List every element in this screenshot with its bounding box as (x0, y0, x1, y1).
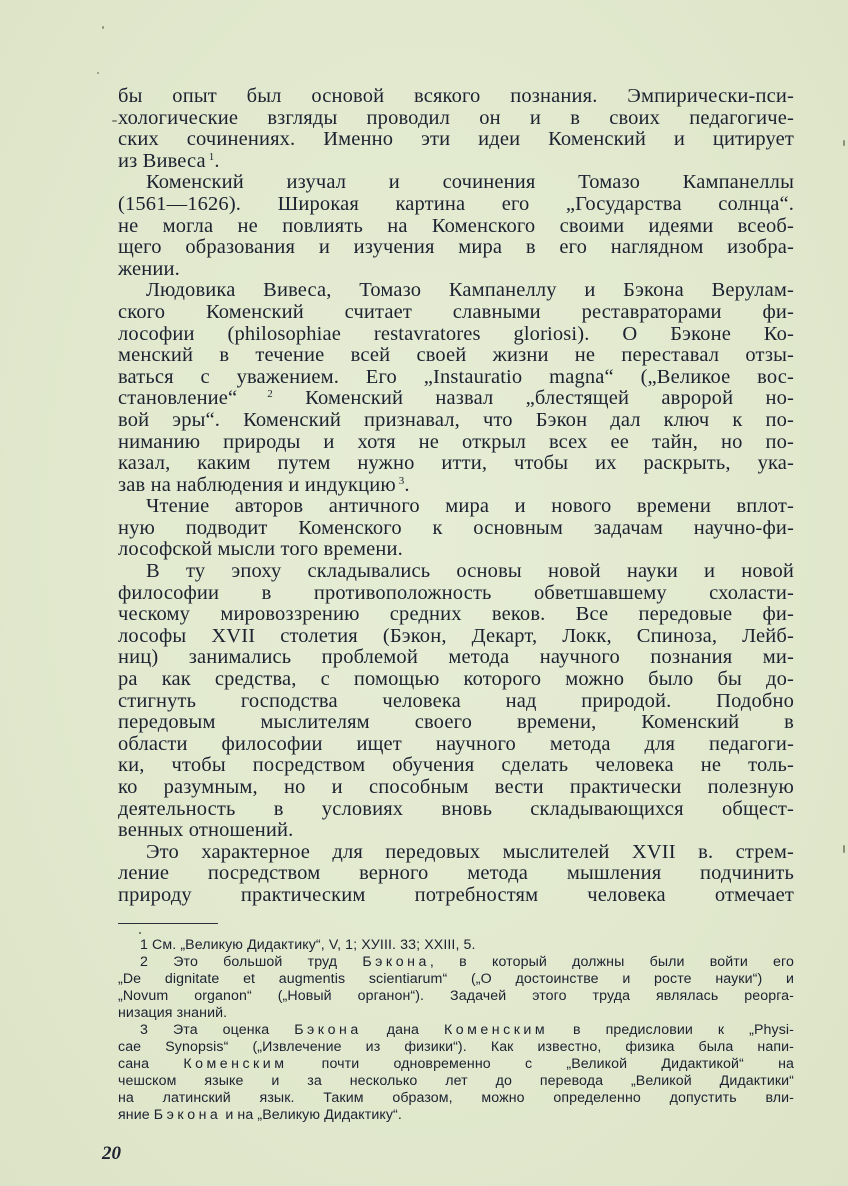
footnote-text: 2 Это большой труд (140, 954, 363, 970)
footnote-text: чешском языке и за несколько лет до перевода „Великой Дидактики“ (118, 1073, 794, 1089)
text-line (118, 216, 794, 238)
text-line (118, 172, 794, 194)
footnote-text: „De dignitate et augmentis scientiarum“ („О достоинстве и росте науки“) и (118, 971, 794, 987)
text-line-content: казал, каким путем нужно итти, чтобы их раскрыть, ука- (118, 452, 794, 475)
footnote-line (118, 1056, 794, 1073)
text-line (118, 712, 794, 734)
text-line-tail: . (214, 149, 220, 172)
text-line-content: ниц) занимались проблемой метода научного познания ми- (118, 646, 794, 669)
text-line (118, 734, 794, 756)
text-line (118, 324, 794, 346)
text-line-content: жении. (118, 257, 180, 280)
text-line (118, 108, 794, 130)
text-line-content: философии в противоположность обветшавшему схоласти- (118, 581, 794, 604)
spaced-name: Бэкона (362, 954, 430, 970)
text-line (118, 129, 794, 151)
text-line-content: ко разумным, но и способным вести практически полезную (118, 776, 794, 798)
text-line (118, 626, 794, 648)
paper-speck (139, 932, 141, 934)
text-line (118, 539, 794, 561)
text-line-content: Коменский изучал и сочинения Томазо Кампанеллы (146, 171, 794, 194)
text-line-tail: Коменский назвал „блестящей авророй но- (272, 387, 794, 410)
text-line-content: щего образования и изучения мира в его наглядном изобра- (118, 236, 794, 259)
text-line-content: венных отношений. (118, 819, 294, 842)
text-line (118, 647, 794, 669)
spaced-name: Бэкона (294, 1022, 362, 1038)
text-line-content: лософы XVII столетия (Бэкон, Декарт, Локк, Спиноза, Лейб- (118, 624, 794, 647)
text-line-content: из Вивеса (118, 149, 206, 172)
text-line (118, 842, 794, 864)
footnote-line (118, 1039, 794, 1056)
text-line (118, 691, 794, 713)
footnote-reference[interactable]: 3 (395, 474, 405, 487)
text-line-content: Чтение авторов античного мира и нового времени вплот- (146, 495, 794, 518)
footnote-line (118, 954, 794, 971)
text-line (118, 280, 794, 302)
footnote-text: cae Synopsis“ („Извлечение из физики“). Как известно, физика была напи- (118, 1039, 794, 1055)
text-line (118, 518, 794, 540)
text-line (118, 345, 794, 367)
footnote-line (118, 1022, 794, 1039)
text-line (118, 755, 794, 777)
text-line-content: передовым мыслителям своего времени, Коменский в (118, 711, 794, 734)
text-line (118, 259, 794, 281)
page-number: 20 (102, 1143, 121, 1164)
text-line-content: Это характерное для передовых мыслителей XVII в. стрем- (146, 840, 794, 863)
spaced-name: Коменским (443, 1022, 549, 1038)
text-line-content: вой эры“. Коменский признавал, что Бэкон дал ключ к по- (118, 408, 794, 431)
footnote-text: низация знаний. (118, 1005, 228, 1021)
footnote-reference[interactable]: 1 (205, 150, 215, 163)
footnote-text: и на „Великую Дидактику“. (221, 1107, 402, 1123)
footnote-text: дана (361, 1022, 444, 1038)
footnote-line (118, 1090, 794, 1107)
spaced-name: Коменским (183, 1056, 288, 1072)
body-text (118, 86, 794, 907)
text-line (118, 388, 794, 410)
text-line (118, 863, 794, 885)
spaced-name: Бэкона (153, 1107, 222, 1123)
footnote-line (118, 1073, 794, 1090)
text-line (118, 453, 794, 475)
footnote-text: „Novum organon“ („Новый органон“). Задачей этого труда являлась реорга- (118, 988, 794, 1004)
text-line-content: не могла не повлиять на Коменского своими идеями всеоб- (118, 214, 794, 237)
text-line (118, 151, 794, 173)
text-line (118, 777, 794, 799)
text-line-content: ки, чтобы посредством обучения сделать человека не толь- (118, 754, 794, 777)
text-line-tail: . (404, 473, 410, 496)
footnote-text: на латинский язык. Таким образом, можно определенно допустить вли- (118, 1090, 794, 1106)
text-line (118, 367, 794, 389)
text-line (118, 885, 794, 907)
text-line-content: менский в течение всей своей жизни не переставал отзы- (118, 344, 794, 367)
text-line-content: лософии (philosophiae restavratores gloriosi). О Бэконе Ко- (118, 322, 794, 345)
text-line (118, 820, 794, 842)
text-line-content: бы опыт был основой всякого познания. Эмпирически-пси- (118, 85, 794, 107)
footnote-text: 3 Эта оценка (140, 1022, 295, 1038)
text-line (118, 475, 794, 497)
text-line-content: ваться с уважением. Его „Instauratio magna“ („Великое вос- (118, 365, 794, 388)
text-line (118, 432, 794, 454)
footnote-text: яние (118, 1107, 154, 1123)
text-line-content: области философии ищет научного метода для педагоги- (118, 732, 794, 755)
text-line (118, 561, 794, 583)
text-line (118, 799, 794, 821)
text-line-content: природу практическим потребностям человека отмечает (118, 883, 794, 906)
paper-speck (843, 845, 845, 853)
text-line (118, 583, 794, 605)
text-line-content: ниманию природы и хотя не открыл всех ее тайн, но по- (118, 430, 794, 453)
text-line-content: ра как средства, с помощью которого можно было бы до- (118, 668, 794, 691)
text-line-content: ную подводит Коменского к основным задачам научно-фи- (118, 516, 794, 539)
text-line-content: ских сочинениях. Именно эти идеи Коменский и цитирует (118, 128, 794, 151)
text-line-content: лософской мысли того времени. (118, 538, 403, 561)
text-line (118, 669, 794, 691)
text-line-content: ческому мировоззрению средних веков. Все передовые фи- (118, 603, 794, 626)
text-line (118, 302, 794, 324)
footnotes (118, 937, 794, 1124)
text-line-content: деятельность в условиях вновь складывающихся общест- (118, 797, 794, 820)
footnote-line (118, 988, 794, 1005)
footnote-divider (118, 923, 218, 924)
text-line (118, 604, 794, 626)
footnote-text: почти одновременно с „Великой Дидактикой“ на (287, 1056, 794, 1072)
text-line-content: зав на наблюдения и индукцию (118, 473, 396, 496)
text-line-content: становление“ (118, 387, 238, 410)
footnote-reference[interactable]: 2 (237, 388, 273, 401)
footnote-line (118, 937, 794, 954)
paper-speck (112, 120, 117, 122)
text-line-content: ского Коменский считает славными реставраторами фи- (118, 300, 794, 323)
footnote-line (118, 1107, 794, 1124)
paper-speck (102, 26, 104, 29)
footnote-text: , в который должны были войти его (429, 954, 795, 970)
text-line-content: Людовика Вивеса, Томазо Кампанеллу и Бэкона Верулам- (146, 279, 794, 302)
footnote-text: 1 См. „Великую Дидактику“, V, 1; XУIII. 33; XXIII, 5. (140, 937, 476, 953)
text-line (118, 237, 794, 259)
text-line-content: хологические взгляды проводил он и в своих педагогиче- (118, 106, 794, 129)
footnote-text: сана (118, 1056, 184, 1072)
text-line (118, 86, 794, 108)
text-line-content: стигнуть господства человека над природой. Подобно (118, 689, 794, 712)
text-line-content: ление посредством верного метода мышления подчинить (118, 862, 794, 885)
text-line (118, 194, 794, 216)
text-line (118, 496, 794, 518)
footnote-line (118, 1005, 794, 1022)
text-line-content: (1561—1626). Широкая картина его „Государства солнца“. (118, 192, 794, 215)
paper-speck (843, 140, 845, 146)
footnote-text: в предисловии к „Physi- (548, 1022, 794, 1038)
footnote-line (118, 971, 794, 988)
text-line (118, 410, 794, 432)
text-line-content: В ту эпоху складывались основы новой науки и новой (146, 560, 794, 583)
paper-speck (97, 72, 99, 74)
